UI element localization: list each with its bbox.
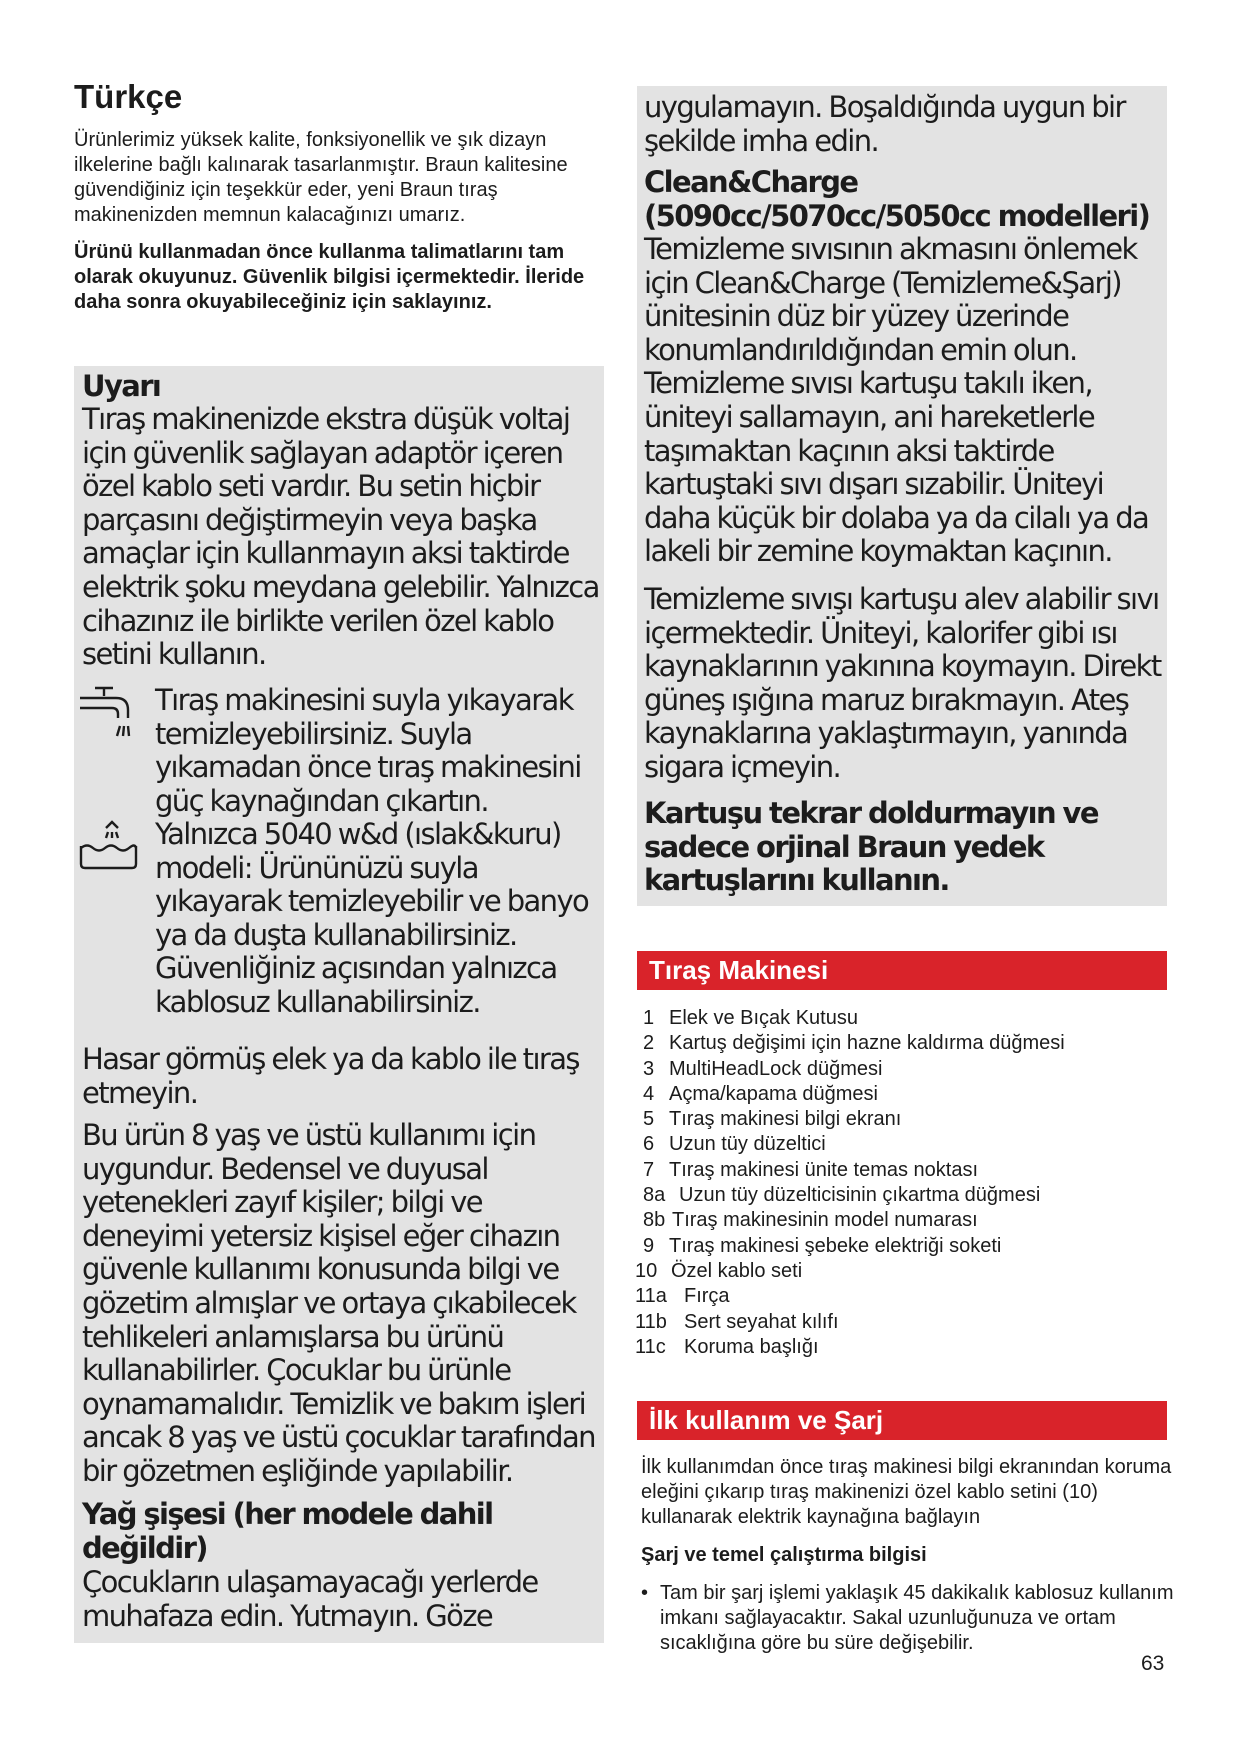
tap-icon: [78, 684, 138, 744]
list-item: 10 Özel kablo seti: [635, 1259, 803, 1282]
list-item: 1 Elek ve Bıçak Kutusu: [643, 1007, 858, 1029]
intro-bold-text: Ürünü kullanmadan önce kullanma talimatlarını tam olarak okuyunuz. Güvenlik bilgisi içermektedir. İleride daha sonra okuyabileceğiniz için saklayınız.: [74, 241, 585, 313]
first-use-heading: İlk kullanım ve Şarj: [637, 1401, 1167, 1440]
list-item: 2 Kartuş değişimi için hazne kaldırma düğmesi: [643, 1032, 1065, 1055]
bath-use-row: [78, 818, 598, 1018]
page-number: 63: [1141, 1652, 1165, 1675]
continued-text: uygulamayın. Boşaldığında uygun bir şekilde imha edin.: [644, 90, 1125, 158]
warning-heading: Uyarı: [82, 369, 161, 403]
parts-heading: Tıraş Makinesi: [637, 951, 1167, 990]
first-use-text: İlk kullanımdan önce tıraş makinesi bilgi ekranından koruma eleğini çıkarıp tıraş makinenizi özel kablo setini (10) kullanarak elektrik kaynağına bağlayın: [641, 1456, 1172, 1528]
list-item: 11a Fırça: [635, 1285, 730, 1308]
list-item: 11b Sert seyahat kılıfı: [635, 1310, 839, 1333]
list-item: 7 Tıraş makinesi ünite temas noktası: [643, 1158, 979, 1181]
warning-p1: Tıraş makinenizde ekstra düşük voltaj için güvenlik sağlayan adaptör içeren özel kablo seti vardır. Bu setin hiçbir parçasını değiştirmeyin veya başka amaçlar için kullanmayın aksi taktirde elektrik şoku meydana gelebilir. Yalnızca cihazınız ile birlikte verilen özel kablo setini kullanın.: [82, 402, 599, 672]
bullet-icon: •: [641, 1582, 649, 1604]
list-item: 8b Tıraş makinesinin model numarası: [643, 1209, 978, 1232]
list-item: 6 Uzun tüy düzeltici: [643, 1133, 826, 1156]
oil-text: Çocukların ulaşamayacağı yerlerde muhafaza edin. Yutmayın. Göze: [82, 1565, 538, 1633]
tap-text: Tıraş makinesini suyla yıkayarak temizleyebilirsiniz. Suyla yıkamadan önce tıraş makinesini güç kaynağından çıkartın.: [155, 683, 581, 818]
oil-heading: Yağ şişesi (her modele dahil değildir): [82, 1497, 493, 1565]
clean-charge-p1: Temizleme sıvısının akmasını önlemek için Clean&Charge (Temizleme&Şarj) ünitesinin düz bir yüzey üzerinde konumlandırıldığından emin olun. Temizleme sıvısı kartuşu takılı iken, üniteyi sallamayın, ani hareketlerle taşımaktan kaçının aksi taktirde kartuştaki sıvı dışarı sızabilir. Üniteyi daha küçük bir dolaba ya da cilalı ya da lakeli bir zemine koymaktan kaçının.: [644, 232, 1149, 569]
charging-bullet: [641, 1581, 1181, 1656]
intro-text: Ürünlerimiz yüksek kalite, fonksiyonellik ve şık dizayn ilkelerine bağlı kalınarak tasarlanmıştır. Braun kalitesine güvendiğiniz için teşekkür eder, yeni Braun tıraş makinenizden memnun kalacağınızı umarız.: [74, 129, 568, 226]
warning-p3: Bu ürün 8 yaş ve üstü kullanımı için uygundur. Bedensel ve duyusal yetenekleri zayıf kişiler; bilgi ve deneyimi yetersiz kişisel eğer cihazın güvenle kullanımı konusunda bilgi ve gözetim almışlar ve ortaya çıkabilecek tehlikeleri anlamışlarsa bu ürünü kullanabilirler. Çocuklar bu ürünle oynamamalıdır. Temizlik ve bakım işleri ancak 8 yaş ve üstü çocuklar tarafından bir gözetmen eşliğinde yapılabilir.: [82, 1118, 595, 1488]
clean-charge-bold: Kartuşu tekrar doldurmayın ve sadece orjinal Braun yedek kartuşlarını kullanın.: [644, 796, 1098, 898]
list-item: 11c Koruma başlığı: [635, 1335, 819, 1358]
water-wash-row: [78, 683, 598, 818]
parts-list: [635, 1006, 1065, 1360]
bath-text: Yalnızca 5040 w&d (ıslak&kuru) modeli: Ürününüzü suyla yıkayarak temizleyebilir ve banyo ya da duşta kullanabilirsiniz. Güvenliğiniz açısından yalnızca kablosuz kullanabilirsiniz.: [155, 817, 589, 1019]
list-item: 3 MultiHeadLock düğmesi: [643, 1057, 883, 1080]
list-item: 9 Tıraş makinesi şebeke elektriği soketi: [643, 1234, 1002, 1257]
page-title: Türkçe: [74, 78, 183, 115]
list-item: 4 Açma/kapama düğmesi: [643, 1082, 878, 1105]
clean-charge-heading: Clean&Charge (5090cc/5070cc/5050cc modelleri): [644, 165, 1150, 233]
list-item: 8a Uzun tüy düzelticisinin çıkartma düğmesi: [643, 1184, 1041, 1207]
clean-charge-p2: Temizleme sıvışı kartuşu alev alabilir sıvı içermektedir. Üniteyi, kalorifer gibi ısı kaynaklarının yakınına koymayın. Direkt güneş ışığına maruz bırakmayın. Ateş kaynaklarına yaklaştırmayın, yanında sigara içmeyin.: [644, 582, 1161, 784]
bath-shower-icon: [78, 818, 140, 880]
warning-p2: Hasar görmüş elek ya da kablo ile tıraş etmeyin.: [82, 1042, 579, 1110]
charging-subheading: Şarj ve temel çalıştırma bilgisi: [641, 1544, 927, 1566]
list-item: 5 Tıraş makinesi bilgi ekranı: [643, 1108, 902, 1131]
charging-bullet-text: Tam bir şarj işlemi yaklaşık 45 dakikalık kablosuz kullanım imkanı sağlayacaktır. Sakal uzunluğunuza ve ortam sıcaklığına göre bu süre değişebilir.: [660, 1582, 1174, 1654]
